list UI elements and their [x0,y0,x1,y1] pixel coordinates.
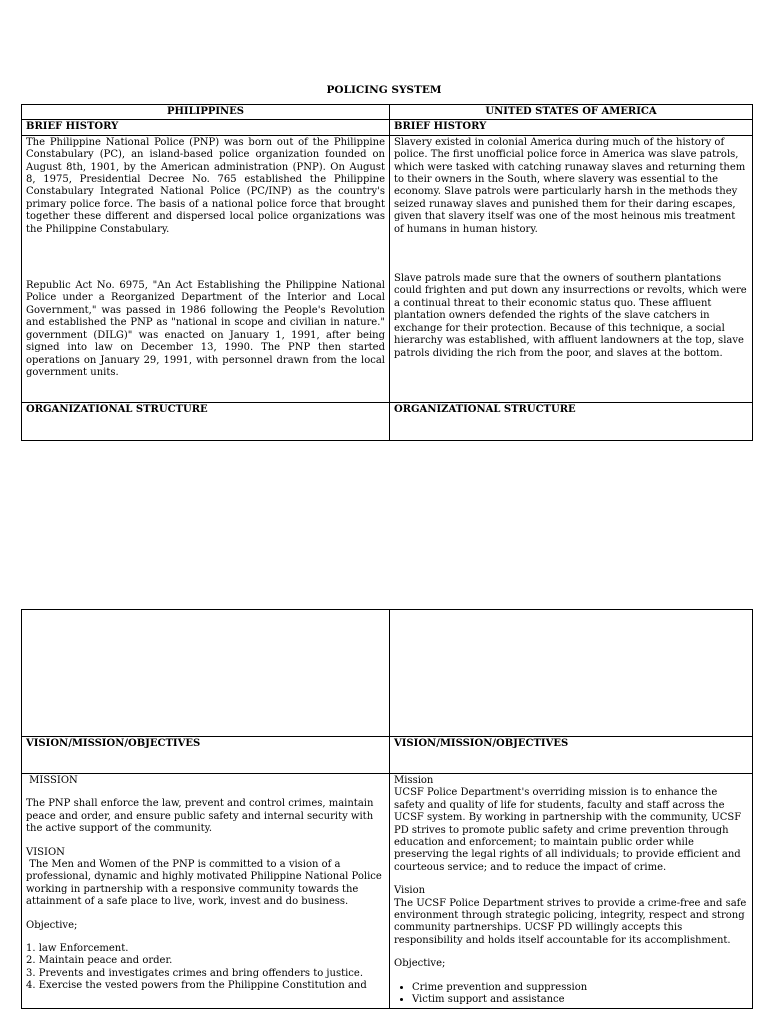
ph-brief-history-label: BRIEF HISTORY [22,120,390,135]
us-brief-history-label: BRIEF HISTORY [390,120,753,135]
ph-history-paragraph: The Philippine National Police (PNP) was born out of the Philippine Constabulary (PC), an island-based police organization founded on August 8th, 1901, by the American administration (PNP). On August 8, 1975, Presidential Decree No. 765 established the Philippine Constabulary Integrated National Police (PC/INP) as the country's primary police force. The basis of a national police force that brought together these different and dispersed local police organizations was the Philippine Constabulary. [26,136,385,235]
column-header-philippines: PHILIPPINES [22,105,390,120]
ph-objective-heading: Objective; [26,919,78,931]
us-objective-item: • Victim support and assistance [412,994,748,1006]
ph-vision-heading: VISION [26,846,65,858]
document-title: POLICING SYSTEM [326,84,442,96]
brief-history-content-row [22,135,753,402]
us-history-cell [390,135,753,402]
us-org-structure-label: ORGANIZATIONAL STRUCTURE [390,402,753,440]
ph-mission-heading: MISSION [26,775,78,786]
ph-objective-item: 1. law Enforcement. [26,943,129,955]
us-vision-heading: Vision [394,885,426,897]
column-header-usa: UNITED STATES OF AMERICA [390,105,753,120]
vmo-label-row [22,737,753,774]
us-vmo-label: VISION/MISSION/OBJECTIVES [390,737,753,774]
ph-org-structure-cell [22,610,390,737]
ph-org-structure-label: ORGANIZATIONAL STRUCTURE [22,402,390,440]
ph-objective-item: 2. Maintain peace and order. [26,955,173,967]
ph-objective-item: 3. Prevents and investigates crimes and bring offenders to justice. [26,967,364,979]
us-history-paragraph: Slave patrols made sure that the owners of southern plantations could frighten and put down any insurrections or revolts, which were a continual threat to their economic status quo. These affluent plantation owners defended the rights of the slave catchers in exchange for their protection. Because of this technique, a social hierarchy was established, with affluent landowners at the top, slave patrols dividing the rich from the poor, and slaves at the bottom. [394,273,747,359]
comparison-table-top [21,104,753,441]
us-objective-heading: Objective; [394,958,446,970]
comparison-table-bottom [21,609,753,1009]
ph-vmo-cell [22,774,390,1009]
ph-history-paragraph: Republic Act No. 6975, "An Act Establishing the Philippine National Police under a Reorganized Department of the Interior and Local Government," was passed in 1986 following the People's Revolution and established the PNP as "national in scope and civilian in nature." government (DILG)" was enacted on January 1, 1991, after being signed into law on December 13, 1990. The PNP then started operations on January 29, 1991, with personnel drawn from the local government units. [26,280,385,378]
us-vision-text: The UCSF Police Department strives to provide a crime-free and safe environment through strategic policing, integrity, respect and strong community partnerships. UCSF PD willingly accepts this responsibility and holds itself accountable for its accomplishment. [394,897,747,946]
ph-vision-text: The Men and Women of the PNP is committed to a vision of a professional, dynamic and highly motivated Philippine National Police working in partnership with a responsive community towards the attainment of a safe place to live, work, invest and do business. [26,859,385,908]
us-objective-item: • Crime prevention and suppression [412,982,748,994]
org-structure-row [22,402,753,440]
empty-org-structure-row [22,610,753,737]
us-mission-heading: Mission [394,775,434,786]
ph-mission-text: The PNP shall enforce the law, prevent and control crimes, maintain peace and order, and ensure public safety and internal security with the active support of the community. [26,798,374,835]
ph-objective-item: 4. Exercise the vested powers from the Philippine Constitution and [26,980,367,992]
us-vmo-cell [390,774,753,1009]
us-objective-list [394,982,748,1007]
us-history-paragraph: Slavery existed in colonial America during much of the history of police. The first unofficial police force in America was slave patrols, which were tasked with catching runaway slaves and returning them to their owners in the South, where slavery was essential to the economy. Slave patrols were particularly harsh in the methods they seized runaway slaves and punished them for their daring escapes, given that slavery itself was one of the most heinous mis treatment of humans in human history. [394,136,746,235]
us-org-structure-cell [390,610,753,737]
us-mission-text: UCSF Police Department's overriding mission is to enhance the safety and quality of life for students, faculty and staff across the UCSF system. By working in partnership with the community, UCSF PD strives to promote public safety and crime prevention through education and enforcement; to maintain public order while preserving the legal rights of all individuals; to provide efficient and courteous service; and to reduce the impact of crime. [394,787,742,873]
vmo-content-row [22,774,753,1009]
brief-history-label-row [22,120,753,135]
header-row [22,105,753,120]
ph-vmo-label: VISION/MISSION/OBJECTIVES [22,737,390,774]
ph-history-cell [22,135,390,402]
